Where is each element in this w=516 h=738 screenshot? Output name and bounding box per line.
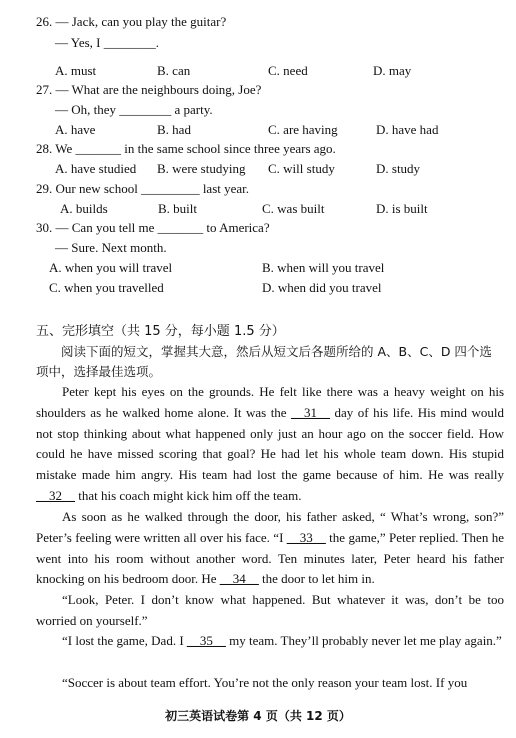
section-title: 五、完形填空（共 15 分，每小题 1.5 分） <box>36 324 285 339</box>
q27-option-b: B. had <box>157 122 191 137</box>
q26-option-b: B. can <box>157 63 191 78</box>
q30-option-c: C. when you travelled <box>49 280 164 295</box>
q30-reply: — Sure. Next month. <box>55 240 167 255</box>
blank-34: __34__ <box>219 571 259 587</box>
q28-option-d: D. study <box>376 161 421 176</box>
q29-option-c: C. was built <box>262 201 325 216</box>
q30-stem: 30. — Can you tell me _______ to America? <box>36 220 270 235</box>
passage-paragraph-3: “Look, Peter. I don’t know what happened. But whatever it was, don’t be too worried on yourself.” <box>36 592 504 628</box>
q26-option-a: A. must <box>55 63 97 78</box>
q29-option-a: A. builds <box>60 201 108 216</box>
q29-option-b: B. built <box>158 201 198 216</box>
q27-stem: 27. — What are the neighbours doing, Joe? <box>36 82 262 97</box>
q27-option-c: C. are having <box>268 122 338 137</box>
blank-33: __33__ <box>286 529 326 545</box>
blank-31: __31__ <box>291 404 331 420</box>
q30-option-b: B. when will you travel <box>262 260 385 275</box>
q28-option-b: B. were studying <box>157 161 246 176</box>
passage-paragraph-5: “Soccer is about team effort. You’re not the only reason your team lost. If you <box>62 675 468 690</box>
blank-32: __32__ <box>36 487 75 503</box>
q28-option-a: A. have studied <box>55 161 137 176</box>
section-instructions: 阅读下面的短文，掌握其大意，然后从短文后各题所给的 A、B、C、D 四个选项中，选择最佳选项。 <box>36 344 492 379</box>
q26-option-c: C. need <box>268 63 308 78</box>
q26-option-d: D. may <box>373 63 412 78</box>
q26-stem: 26. — Jack, can you play the guitar? <box>36 14 227 29</box>
page-footer: 初三英语试卷第 4 页（共 12 页） <box>165 709 351 723</box>
blank-35: __35__ <box>186 633 226 648</box>
passage-paragraph-4: “I lost the game, Dad. I __35__ my team. They’ll probably never let me play again.” <box>62 633 502 648</box>
passage-paragraph-2: As soon as he walked through the door, his father asked, “ What’s wrong, son?” Peter’s feeling were written all over his face. “I __33__ the game,” Peter replied. Then he went into his room without another word. Ten minutes later, Peter heard his father knocking on his bedroom door. He __34__ the door to let him in. <box>36 509 504 587</box>
q30-option-a: A. when you will travel <box>49 260 173 275</box>
q29-option-d: D. is built <box>376 201 428 216</box>
q28-option-c: C. will study <box>268 161 335 176</box>
q28-stem: 28. We _______ in the same school since three years ago. <box>36 141 336 156</box>
q27-reply: — Oh, they ________ a party. <box>55 102 213 117</box>
q27-option-d: D. have had <box>376 122 439 137</box>
q27-option-a: A. have <box>55 122 96 137</box>
q26-reply: — Yes, I ________. <box>55 35 160 50</box>
q29-stem: 29. Our new school _________ last year. <box>36 181 250 196</box>
q30-option-d: D. when did you travel <box>262 280 382 295</box>
passage-paragraph-1: Peter kept his eyes on the grounds. He felt like there was a heavy weight on his shoulders as he walked home alone. It was the __31__ day of his life. His mind would not stop thinking about what happened only just an hour ago on the soccer field. How could he have missed scoring that goal? He had let his whole team down. His stupid mistake made him angry. His team had lost the game because of him. He was really __32__ that his coach might kick him off the team. <box>36 384 504 503</box>
